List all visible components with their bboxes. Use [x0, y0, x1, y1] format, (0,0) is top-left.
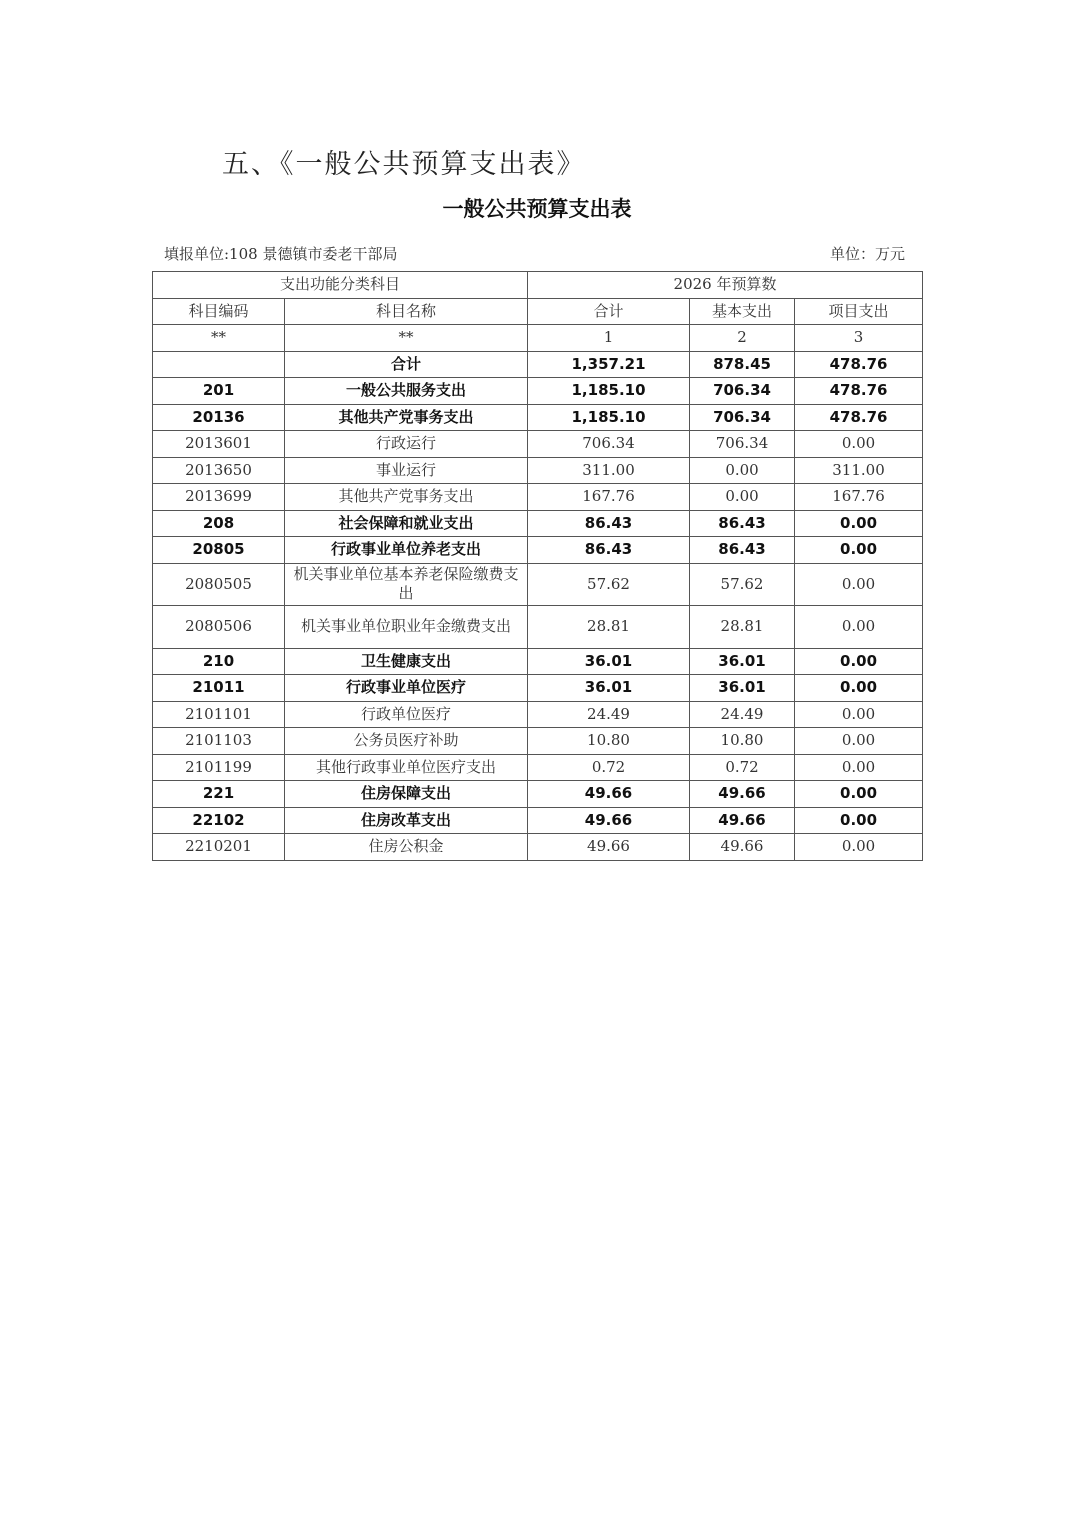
- header-group-classification: 支出功能分类科目: [153, 272, 528, 299]
- cell-code: 208: [153, 510, 285, 537]
- cell-name: 其他共产党事务支出: [285, 484, 528, 511]
- table-row: [153, 701, 923, 728]
- cell-basic: 706.34: [690, 431, 795, 458]
- index-basic: 2: [690, 325, 795, 352]
- cell-code: 2080505: [153, 563, 285, 606]
- cell-code: 20805: [153, 537, 285, 564]
- cell-total: 706.34: [528, 431, 690, 458]
- header-group-budget: 2026 年预算数: [528, 272, 923, 299]
- cell-basic: 36.01: [690, 675, 795, 702]
- cell-code: 2080506: [153, 606, 285, 649]
- cell-basic: 706.34: [690, 404, 795, 431]
- cell-name: 行政事业单位医疗: [285, 675, 528, 702]
- table-row: [153, 754, 923, 781]
- cell-code: 2101199: [153, 754, 285, 781]
- index-code: **: [153, 325, 285, 352]
- cell-basic: 878.45: [690, 351, 795, 378]
- currency-unit: 单位：万元: [830, 245, 906, 263]
- cell-total: 49.66: [528, 807, 690, 834]
- cell-total: 49.66: [528, 781, 690, 808]
- cell-total: 57.62: [528, 563, 690, 606]
- cell-code: 2013650: [153, 457, 285, 484]
- cell-name: 事业运行: [285, 457, 528, 484]
- cell-project: 478.76: [795, 351, 923, 378]
- table-row: [153, 648, 923, 675]
- cell-basic: 706.34: [690, 378, 795, 405]
- cell-name: 卫生健康支出: [285, 648, 528, 675]
- cell-name: 机关事业单位基本养老保险缴费支出: [285, 563, 528, 606]
- cell-name: 其他共产党事务支出: [285, 404, 528, 431]
- index-project: 3: [795, 325, 923, 352]
- cell-total: 311.00: [528, 457, 690, 484]
- cell-name: 行政单位医疗: [285, 701, 528, 728]
- table-row: [153, 510, 923, 537]
- cell-basic: 36.01: [690, 648, 795, 675]
- cell-total: 28.81: [528, 606, 690, 649]
- cell-basic: 0.00: [690, 484, 795, 511]
- cell-project: 0.00: [795, 807, 923, 834]
- cell-code: 2210201: [153, 834, 285, 861]
- cell-code: 2101101: [153, 701, 285, 728]
- header-index-row: [153, 325, 923, 352]
- cell-name: 住房改革支出: [285, 807, 528, 834]
- table-title: 一般公共预算支出表: [442, 197, 632, 221]
- cell-code: 2013699: [153, 484, 285, 511]
- cell-code: 221: [153, 781, 285, 808]
- header-project: 项目支出: [795, 298, 923, 325]
- header-basic: 基本支出: [690, 298, 795, 325]
- cell-total: 36.01: [528, 675, 690, 702]
- cell-code: 20136: [153, 404, 285, 431]
- cell-total: 1,357.21: [528, 351, 690, 378]
- cell-name: 合计: [285, 351, 528, 378]
- cell-name: 社会保障和就业支出: [285, 510, 528, 537]
- cell-code: 2013601: [153, 431, 285, 458]
- cell-code: 210: [153, 648, 285, 675]
- cell-basic: 28.81: [690, 606, 795, 649]
- header-group-row: [153, 272, 923, 299]
- cell-basic: 10.80: [690, 728, 795, 755]
- cell-total: 49.66: [528, 834, 690, 861]
- index-total: 1: [528, 325, 690, 352]
- table-row: [153, 728, 923, 755]
- cell-name: 住房公积金: [285, 834, 528, 861]
- reporting-unit: 填报单位:108 景德镇市委老干部局: [164, 245, 398, 263]
- cell-basic: 49.66: [690, 834, 795, 861]
- cell-project: 0.00: [795, 701, 923, 728]
- cell-basic: 0.00: [690, 457, 795, 484]
- cell-project: 167.76: [795, 484, 923, 511]
- table-row: [153, 834, 923, 861]
- cell-project: 0.00: [795, 510, 923, 537]
- cell-name: 行政运行: [285, 431, 528, 458]
- header-name: 科目名称: [285, 298, 528, 325]
- table-row: [153, 484, 923, 511]
- table-row: [153, 563, 923, 606]
- cell-project: 0.00: [795, 834, 923, 861]
- header-total: 合计: [528, 298, 690, 325]
- cell-code: 201: [153, 378, 285, 405]
- table-row: [153, 807, 923, 834]
- cell-total: 0.72: [528, 754, 690, 781]
- cell-project: 0.00: [795, 563, 923, 606]
- cell-total: 10.80: [528, 728, 690, 755]
- cell-project: 311.00: [795, 457, 923, 484]
- cell-code: 21011: [153, 675, 285, 702]
- table-row: [153, 606, 923, 649]
- table-row: [153, 431, 923, 458]
- cell-basic: 24.49: [690, 701, 795, 728]
- cell-name: 机关事业单位职业年金缴费支出: [285, 606, 528, 649]
- cell-total: 1,185.10: [528, 378, 690, 405]
- table-row: [153, 781, 923, 808]
- index-name: **: [285, 325, 528, 352]
- cell-code: [153, 351, 285, 378]
- cell-code: 22102: [153, 807, 285, 834]
- cell-basic: 86.43: [690, 510, 795, 537]
- cell-total: 86.43: [528, 537, 690, 564]
- header-code: 科目编码: [153, 298, 285, 325]
- table-row: [153, 537, 923, 564]
- cell-total: 36.01: [528, 648, 690, 675]
- cell-project: 0.00: [795, 648, 923, 675]
- cell-name: 行政事业单位养老支出: [285, 537, 528, 564]
- cell-basic: 0.72: [690, 754, 795, 781]
- cell-basic: 57.62: [690, 563, 795, 606]
- section-title: 五、《一般公共预算支出表》: [222, 149, 586, 180]
- budget-table: [152, 271, 923, 861]
- table-row: [153, 351, 923, 378]
- cell-basic: 49.66: [690, 781, 795, 808]
- table-row: [153, 404, 923, 431]
- cell-name: 住房保障支出: [285, 781, 528, 808]
- header-column-row: [153, 298, 923, 325]
- cell-code: 2101103: [153, 728, 285, 755]
- cell-project: 0.00: [795, 781, 923, 808]
- cell-total: 24.49: [528, 701, 690, 728]
- cell-total: 86.43: [528, 510, 690, 537]
- cell-project: 0.00: [795, 728, 923, 755]
- cell-basic: 49.66: [690, 807, 795, 834]
- table-row: [153, 457, 923, 484]
- cell-project: 0.00: [795, 537, 923, 564]
- cell-project: 478.76: [795, 404, 923, 431]
- cell-project: 0.00: [795, 431, 923, 458]
- table-row: [153, 675, 923, 702]
- cell-name: 其他行政事业单位医疗支出: [285, 754, 528, 781]
- cell-total: 167.76: [528, 484, 690, 511]
- cell-project: 0.00: [795, 606, 923, 649]
- cell-total: 1,185.10: [528, 404, 690, 431]
- cell-name: 公务员医疗补助: [285, 728, 528, 755]
- cell-project: 0.00: [795, 675, 923, 702]
- cell-name: 一般公共服务支出: [285, 378, 528, 405]
- cell-project: 0.00: [795, 754, 923, 781]
- cell-project: 478.76: [795, 378, 923, 405]
- budget-table-body: [153, 351, 923, 860]
- table-row: [153, 378, 923, 405]
- cell-basic: 86.43: [690, 537, 795, 564]
